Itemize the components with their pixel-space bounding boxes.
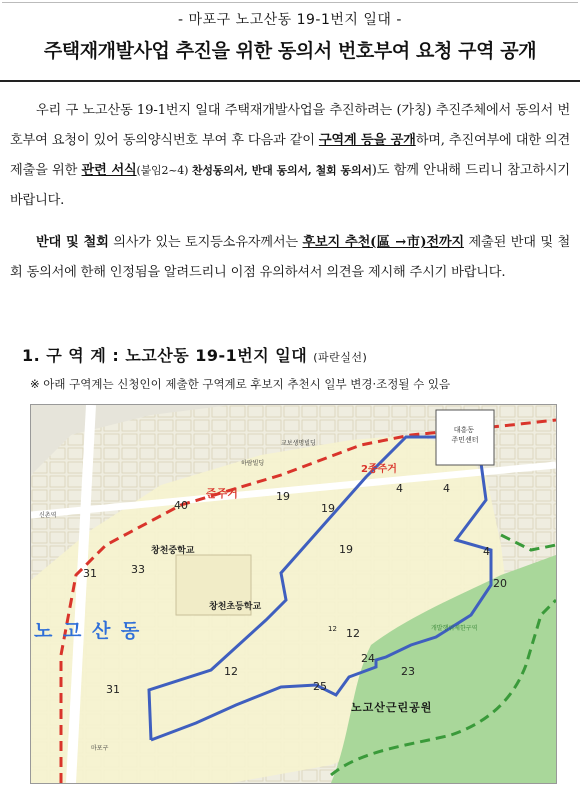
- paragraph-intro: [10, 96, 570, 216]
- parcel-number: 24: [361, 652, 375, 665]
- parcel-number: 33: [131, 563, 145, 576]
- district-label: 노 고 산 동: [34, 620, 142, 642]
- zone-type2-label: 2종주거: [361, 464, 397, 475]
- parcel-number: 4: [396, 482, 403, 495]
- map-canvas: [31, 405, 556, 783]
- parcel-number: 12: [328, 625, 337, 633]
- building-label: 하람빌딩: [241, 460, 265, 467]
- intro-highlight-forms: 관련 서식: [81, 163, 137, 178]
- intro-text-3: )도 함께 안내해 드리니 참고하시기 바랍니다.: [10, 163, 570, 208]
- section-heading-text: 1. 구 역 계 : 노고산동 19-1번지 일대: [22, 346, 308, 365]
- parcel-number: 25: [313, 680, 327, 693]
- intro-text-1: 우리 구 노고산동 19-1번지 일대 주택재개발사업을 추진하려는 (가칭) 추진주체에서 동의서 번호부여 요청이 있어 동의양식번호 부여 후 다음과 같이: [10, 103, 570, 148]
- park-label: 노고산근린공원: [351, 701, 433, 714]
- community-center-line2: 주민센터: [451, 436, 479, 444]
- district-office-label: 마포구: [91, 745, 109, 752]
- intro-text-2: 하며, 추진여부에 대한 의견 제출을 위한: [10, 133, 571, 178]
- middle-school-label: 창천중학교: [151, 546, 195, 556]
- area-map: [30, 404, 557, 784]
- section-heading-sub: (파란실선): [313, 351, 368, 364]
- station-label: 신촌역: [39, 512, 57, 519]
- top-border: [2, 2, 578, 3]
- notice-deadline: 후보지 추천(區 →市)전까지: [302, 235, 464, 250]
- community-center-line1: 대흥동: [453, 426, 475, 434]
- title-divider: [0, 80, 580, 82]
- parcel-number: 19: [321, 502, 335, 515]
- parcel-number: 40: [174, 499, 188, 512]
- parcel-number: 12: [224, 665, 238, 678]
- section-note: ※ 아래 구역계는 신청인이 제출한 구역계로 후보지 추천시 일부 변경·조정될 수 있음: [30, 377, 451, 391]
- parcel-number: 19: [339, 543, 353, 556]
- paragraph-notice: [10, 228, 570, 288]
- section-heading: [22, 343, 367, 366]
- parcel-number: 31: [106, 683, 120, 696]
- intro-form-names: 찬성동의서, 반대 동의서, 철회 동의서: [191, 164, 372, 177]
- parcel-number: 23: [401, 665, 415, 678]
- notice-text-1: 의사가 있는 토지등소유자께서는: [108, 235, 303, 250]
- elementary-school-label: 창천초등학교: [209, 602, 262, 612]
- notice-oppose-withdraw: 반대 및 철회: [36, 235, 109, 250]
- parcel-number: 4: [443, 482, 450, 495]
- zone-general-label: 준주거: [206, 487, 238, 500]
- intro-highlight-boundary: 구역계 등을 공개: [318, 133, 416, 148]
- notice-text-2: 제출된 반대 및 철회 동의서에 한해 인정됨을 알려드리니 이점 유의하셔서 의견을 제시해 주시기 바랍니다.: [10, 235, 570, 280]
- parcel-number: 31: [83, 567, 97, 580]
- dev-restriction-label: 개발행위제한구역: [431, 625, 478, 632]
- document-title: 주택재개발사업 추진을 위한 동의서 번호부여 요청 구역 공개: [43, 40, 537, 62]
- document-subtitle: - 마포구 노고산동 19-1번지 일대 -: [178, 12, 402, 28]
- parcel-number: 12: [346, 627, 360, 640]
- intro-attachment-ref: (붙임2~4): [136, 164, 192, 177]
- building-label: 교보생명빌딩: [281, 440, 316, 447]
- parcel-number: 19: [276, 490, 290, 503]
- parcel-number: 4: [483, 545, 490, 558]
- parcel-number: 20: [493, 577, 507, 590]
